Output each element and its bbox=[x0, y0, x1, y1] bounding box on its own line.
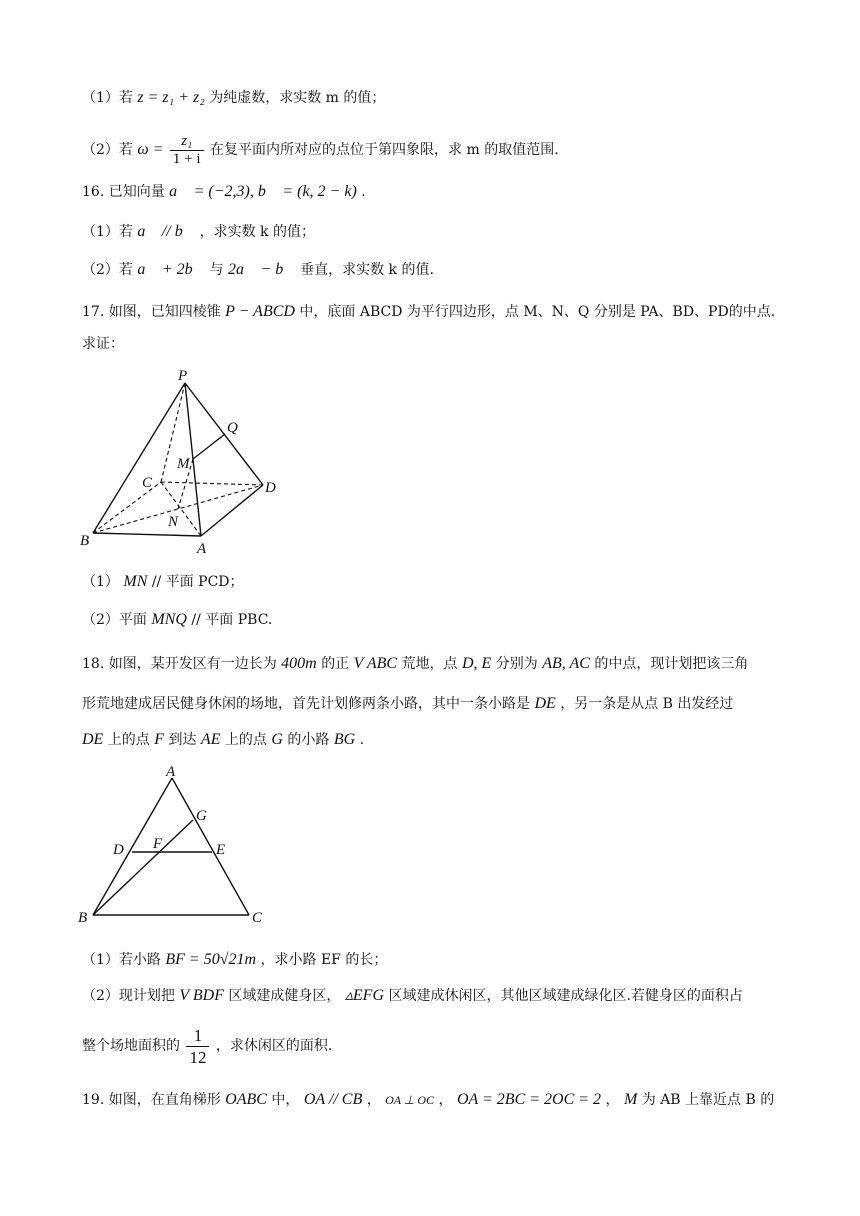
q16-p1-suffix: ，求实数 k 的值； bbox=[199, 224, 315, 240]
label-P: P bbox=[178, 368, 188, 384]
q15-p2-frac-num: z₁ bbox=[170, 133, 204, 151]
label-D-tri: D bbox=[113, 842, 124, 858]
q16-p2-mid: 与 bbox=[209, 262, 224, 278]
q19-stem bbox=[82, 1090, 774, 1110]
q18-stem-line2 bbox=[82, 694, 733, 714]
label-N: N bbox=[168, 514, 179, 530]
q18-s1-mid2: 荒地，点 bbox=[401, 656, 458, 672]
q18-stem-line1 bbox=[82, 654, 748, 674]
label-Q: Q bbox=[227, 420, 238, 436]
q18-s1-mid3: 分别为 bbox=[495, 656, 538, 672]
q17-stem-suffix: 中，底面 ABCD 为平行四边形，点 M、N、Q 分别是 PA、BD、PD的中点. bbox=[299, 304, 776, 320]
q16-p2-math1: a⃗ + 2b⃗ bbox=[137, 261, 206, 278]
q18-stem-line3 bbox=[82, 730, 364, 750]
q16-part1 bbox=[82, 222, 315, 242]
q17-part1 bbox=[82, 572, 244, 592]
q17-stem-line2 bbox=[82, 334, 124, 354]
q18-s1-math4: AB, AC bbox=[542, 655, 590, 672]
q17-part2 bbox=[82, 610, 272, 630]
q17-p2-prefix: （2）平面 bbox=[82, 612, 147, 628]
q18-s2-math: DE bbox=[534, 695, 556, 712]
q18-p1-suffix: ，求小路 EF 的长； bbox=[260, 952, 388, 968]
q16-p2-math2: 2a⃗ − b⃗ bbox=[227, 261, 296, 278]
q16-p2-prefix: （2）若 bbox=[82, 262, 133, 278]
q19-mid1: 中， bbox=[271, 1092, 300, 1108]
q18-s1-math2: V ABC bbox=[353, 655, 398, 672]
label-B-tri: B bbox=[78, 910, 88, 926]
q19-math1: OABC bbox=[225, 1091, 267, 1108]
q18-p2-math1: V BDF bbox=[179, 987, 224, 1004]
q18-p2-prefix: （2）现计划把 bbox=[82, 988, 175, 1004]
label-E-tri: E bbox=[216, 842, 226, 858]
q18-s1-suffix: 的中点，现计划把该三角 bbox=[594, 656, 749, 672]
q15-part2 bbox=[82, 130, 559, 170]
q15-p2-lhs: ω = bbox=[137, 141, 164, 158]
q17-stem-line1 bbox=[82, 302, 775, 322]
q18-p2b-prefix: 整个场地面积的 bbox=[82, 1038, 180, 1054]
q16-p1-prefix: （1）若 bbox=[82, 224, 133, 240]
q18-p2b-fraction bbox=[186, 1025, 209, 1068]
q16-stem bbox=[82, 182, 366, 202]
q16-part2 bbox=[82, 260, 434, 280]
q19-math3: OA ⊥ OC bbox=[385, 1093, 435, 1107]
q18-part2 bbox=[82, 986, 743, 1006]
q18-s3-math5: BG bbox=[333, 731, 356, 748]
q18-p2b-frac-num: 1 bbox=[186, 1025, 209, 1047]
label-C-tri: C bbox=[252, 910, 263, 926]
q19-math2: OA // CB bbox=[303, 1091, 363, 1108]
q16-p1-math: a⃗ // b⃗ bbox=[137, 223, 196, 240]
q18-p2b-suffix: ，求休闲区的面积. bbox=[215, 1038, 333, 1054]
q16-p2-suffix: 垂直，求实数 k 的值. bbox=[300, 262, 434, 278]
q15-p1-prefix: （1）若 bbox=[82, 90, 133, 106]
q18-p1-prefix: （1）若小路 bbox=[82, 952, 161, 968]
q15-p2-frac-den: 1 + i bbox=[172, 150, 201, 167]
q18-s2-prefix: 形荒地建成居民健身休闲的场地，首先计划修两条小路，其中一条小路是 bbox=[82, 696, 530, 712]
q17-p2-math: MNQ bbox=[151, 611, 187, 628]
label-F-tri: F bbox=[153, 836, 163, 852]
q17-stem-prefix: 17. 如图，已知四棱锥 bbox=[82, 304, 221, 320]
q18-s1-math1: 400m bbox=[281, 655, 317, 672]
q18-s3-math2: F bbox=[154, 731, 165, 748]
q18-p2-suffix: 区域建成休闲区，其他区域建成绿化区.若健身区的面积占 bbox=[388, 988, 743, 1004]
q18-s1-prefix: 18. 如图，某开发区有一边长为 bbox=[82, 656, 277, 672]
label-M: M bbox=[177, 456, 190, 472]
q17-p1-prefix: （1） bbox=[82, 574, 119, 590]
label-A-tri: A bbox=[166, 764, 176, 780]
q19-math4: OA = 2BC = 2OC = 2 bbox=[456, 1091, 602, 1108]
q18-s1-math3: D, E bbox=[461, 655, 492, 672]
q15-part1 bbox=[82, 88, 385, 108]
q15-p2-fraction bbox=[170, 133, 204, 168]
q18-s3-math1: DE bbox=[82, 731, 104, 748]
q17-p1-suffix: // 平面 PCD； bbox=[151, 574, 244, 590]
q15-p2-prefix: （2）若 bbox=[82, 142, 133, 158]
q18-s3-suffix: . bbox=[359, 732, 365, 748]
label-C: C bbox=[142, 475, 153, 491]
q17-stem-math: P − ABCD bbox=[225, 303, 295, 320]
q18-s2-suffix: ，另一条是从点 B 出发经过 bbox=[560, 696, 734, 712]
q17-qiuzheng: 求证： bbox=[82, 336, 124, 352]
q15-p1-math: z = z₁ + z₂ bbox=[137, 89, 205, 106]
q18-s3-mid1: 上的点 bbox=[107, 732, 150, 748]
q18-p2-math2: ▵EFG bbox=[344, 987, 385, 1004]
q19-mid2: ， bbox=[366, 1092, 381, 1108]
label-B: B bbox=[80, 533, 90, 549]
triangle-figure bbox=[76, 760, 276, 928]
q16-stem-math: a⃗ = (−2,3), b⃗ = (k, 2 − k) bbox=[169, 183, 357, 200]
label-G-tri: G bbox=[196, 808, 207, 824]
q16-stem-prefix: 16. 已知向量 bbox=[82, 184, 165, 200]
q17-p2-suffix: // 平面 PBC. bbox=[191, 612, 273, 628]
q15-p2-suffix: 在复平面内所对应的点位于第四象限，求 m 的取值范围. bbox=[210, 142, 559, 158]
q19-mid3: ， bbox=[438, 1092, 453, 1108]
q15-p1-suffix: 为纯虚数，求实数 m 的值； bbox=[209, 90, 386, 106]
q18-part1 bbox=[82, 950, 387, 970]
q18-part2-cont bbox=[82, 1024, 332, 1068]
label-A: A bbox=[197, 541, 207, 557]
q19-suffix: 为 AB 上靠近点 B 的 bbox=[641, 1092, 775, 1108]
pyramid-figure bbox=[76, 366, 286, 558]
q18-p2b-frac-den: 12 bbox=[189, 1047, 207, 1067]
label-D: D bbox=[265, 480, 276, 496]
q18-s1-mid1: 的正 bbox=[321, 656, 350, 672]
q18-s3-mid2: 到达 bbox=[168, 732, 197, 748]
q19-prefix: 19. 如图，在直角梯形 bbox=[82, 1092, 221, 1108]
q18-s3-mid4: 的小路 bbox=[287, 732, 330, 748]
q18-s3-math3: AE bbox=[200, 731, 221, 748]
q18-s3-math4: G bbox=[271, 731, 283, 748]
q18-s3-mid3: 上的点 bbox=[224, 732, 267, 748]
q19-math5: M bbox=[623, 1091, 638, 1108]
q16-stem-suffix: . bbox=[361, 184, 366, 200]
q18-p1-math: BF = 50√21m bbox=[165, 951, 257, 968]
q19-mid4: ， bbox=[605, 1092, 620, 1108]
q18-p2-mid1: 区域建成健身区， bbox=[228, 988, 341, 1004]
q17-p1-math: MN bbox=[123, 573, 148, 590]
